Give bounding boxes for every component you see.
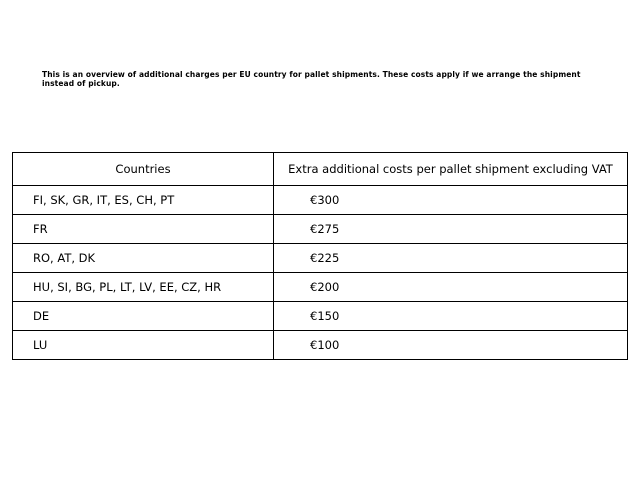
cell-cost: €150 xyxy=(274,302,628,331)
column-header-cost: Extra additional costs per pallet shipment excluding VAT xyxy=(274,153,628,186)
charges-table xyxy=(12,152,628,360)
cell-countries: RO, AT, DK xyxy=(13,244,274,273)
cell-countries: LU xyxy=(13,331,274,360)
charges-table-container xyxy=(12,152,628,360)
table-row xyxy=(13,331,628,360)
cell-countries: FI, SK, GR, IT, ES, CH, PT xyxy=(13,186,274,215)
table-row xyxy=(13,273,628,302)
cell-cost: €300 xyxy=(274,186,628,215)
cell-countries: DE xyxy=(13,302,274,331)
cell-countries: HU, SI, BG, PL, LT, LV, EE, CZ, HR xyxy=(13,273,274,302)
table-row xyxy=(13,302,628,331)
table-row xyxy=(13,186,628,215)
cell-cost: €275 xyxy=(274,215,628,244)
table-header xyxy=(13,153,628,186)
table-body xyxy=(13,186,628,360)
intro-paragraph: This is an overview of additional charges per EU country for pallet shipments. These costs apply if we arrange the shipment instead of pickup. xyxy=(42,69,581,89)
table-header-row xyxy=(13,153,628,186)
cell-cost: €200 xyxy=(274,273,628,302)
column-header-countries: Countries xyxy=(13,153,274,186)
cell-countries: FR xyxy=(13,215,274,244)
table-row xyxy=(13,215,628,244)
cell-cost: €225 xyxy=(274,244,628,273)
table-row xyxy=(13,244,628,273)
cell-cost: €100 xyxy=(274,331,628,360)
